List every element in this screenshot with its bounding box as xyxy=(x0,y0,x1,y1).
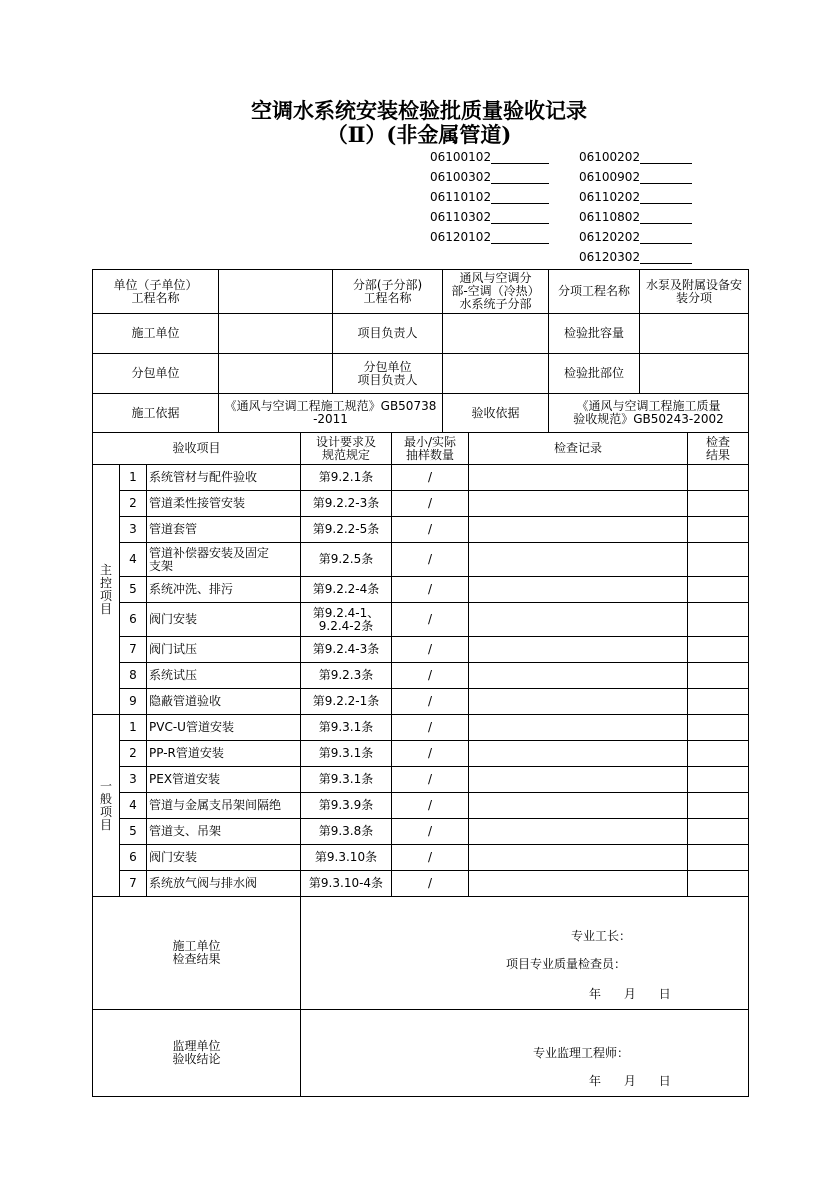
row-number: 3 xyxy=(120,517,147,543)
main-control-row xyxy=(93,517,749,543)
code-blank[interactable] xyxy=(491,170,549,184)
quality-inspector-label: 项目专业质量检查员： xyxy=(506,957,627,971)
general-row xyxy=(93,741,749,767)
code-right-3: 06110202 xyxy=(579,190,692,204)
col-header-record: 检查记录 xyxy=(469,433,688,465)
row-spec: 第9.2.1条 xyxy=(301,465,392,491)
col-header-result: 检查 结果 xyxy=(688,433,749,465)
row-number: 5 xyxy=(120,819,147,845)
code-left-1: 06100102 xyxy=(430,150,549,164)
row-result[interactable] xyxy=(688,715,749,741)
sub-pm-label: 分包单位 项目负责人 xyxy=(333,354,443,394)
row-item: 系统管材与配件验收 xyxy=(147,465,301,491)
row-spec: 第9.2.5条 xyxy=(301,543,392,577)
row-sample: / xyxy=(392,577,469,603)
row-item: 管道支、吊架 xyxy=(147,819,301,845)
row-item: 管道套管 xyxy=(147,517,301,543)
unit-name-label: 单位（子单位） 工程名称 xyxy=(93,270,219,314)
row-spec: 第9.3.1条 xyxy=(301,715,392,741)
row-result[interactable] xyxy=(688,845,749,871)
row-record[interactable] xyxy=(469,603,688,637)
supervisor-date: 年 月 日 xyxy=(589,1074,671,1088)
general-label: 一 般 项 目 xyxy=(93,715,120,897)
row-record[interactable] xyxy=(469,491,688,517)
row-record[interactable] xyxy=(469,715,688,741)
row-spec: 第9.2.2-5条 xyxy=(301,517,392,543)
supervisor-result-signature[interactable] xyxy=(301,1010,749,1097)
unit-name-value[interactable] xyxy=(219,270,333,314)
row-sample: / xyxy=(392,767,469,793)
row-sample: / xyxy=(392,793,469,819)
row-number: 2 xyxy=(120,491,147,517)
row-spec: 第9.3.8条 xyxy=(301,819,392,845)
row-result[interactable] xyxy=(688,663,749,689)
construction-basis-value: 《通风与空调工程施工规范》GB50738 -2011 xyxy=(219,394,443,433)
code-blank[interactable] xyxy=(640,150,692,164)
row-sample: / xyxy=(392,603,469,637)
code-right-5: 06120202 xyxy=(579,230,692,244)
project-manager-value[interactable] xyxy=(443,314,549,354)
code-blank[interactable] xyxy=(640,170,692,184)
row-sample: / xyxy=(392,543,469,577)
code-left-4: 06110302 xyxy=(430,210,549,224)
row-spec: 第9.3.10条 xyxy=(301,845,392,871)
main-control-row xyxy=(93,491,749,517)
row-number: 1 xyxy=(120,715,147,741)
code-left-2: 06100302 xyxy=(430,170,549,184)
code-blank[interactable] xyxy=(640,230,692,244)
row-sample: / xyxy=(392,689,469,715)
row-record[interactable] xyxy=(469,637,688,663)
constructor-date: 年 月 日 xyxy=(589,987,671,1001)
division-name-label: 分部(子分部) 工程名称 xyxy=(333,270,443,314)
document-title: 空调水系统安装检验批质量验收记录 xyxy=(251,98,587,123)
code-right-6: 06120302 xyxy=(579,250,692,264)
row-number: 9 xyxy=(120,689,147,715)
row-sample: / xyxy=(392,637,469,663)
row-record[interactable] xyxy=(469,517,688,543)
row-item: 阀门安装 xyxy=(147,603,301,637)
row-sample: / xyxy=(392,517,469,543)
row-item: PEX管道安装 xyxy=(147,767,301,793)
code-blank[interactable] xyxy=(491,210,549,224)
code-blank[interactable] xyxy=(640,250,692,264)
row-result[interactable] xyxy=(688,577,749,603)
row-record[interactable] xyxy=(469,819,688,845)
row-spec: 第9.2.3条 xyxy=(301,663,392,689)
main-control-row xyxy=(93,465,749,491)
row-number: 1 xyxy=(120,465,147,491)
row-item: 系统放气阀与排水阀 xyxy=(147,871,301,897)
code-right-2: 06100902 xyxy=(579,170,692,184)
row-item: 系统冲洗、排污 xyxy=(147,577,301,603)
row-item: 阀门试压 xyxy=(147,637,301,663)
row-spec: 第9.2.4-1、 9.2.4-2条 xyxy=(301,603,392,637)
acceptance-basis-value: 《通风与空调工程施工质量 验收规范》GB50243-2002 xyxy=(549,394,749,433)
row-spec: 第9.3.9条 xyxy=(301,793,392,819)
batch-capacity-value[interactable] xyxy=(640,314,749,354)
code-left-5: 06120102 xyxy=(430,230,549,244)
code-blank[interactable] xyxy=(640,190,692,204)
row-sample: / xyxy=(392,491,469,517)
row-spec: 第9.3.10-4条 xyxy=(301,871,392,897)
row-result[interactable] xyxy=(688,689,749,715)
row-item: 管道柔性接管安装 xyxy=(147,491,301,517)
row-number: 3 xyxy=(120,767,147,793)
row-result[interactable] xyxy=(688,637,749,663)
row-sample: / xyxy=(392,715,469,741)
row-result[interactable] xyxy=(688,741,749,767)
row-sample: / xyxy=(392,465,469,491)
header-table xyxy=(92,269,749,433)
row-record[interactable] xyxy=(469,577,688,603)
constructor-label: 施工单位 xyxy=(93,314,219,354)
main-control-row xyxy=(93,603,749,637)
col-header-item: 验收项目 xyxy=(93,433,301,465)
row-item: 隐蔽管道验收 xyxy=(147,689,301,715)
row-record[interactable] xyxy=(469,663,688,689)
acceptance-basis-label: 验收依据 xyxy=(443,394,549,433)
row-number: 6 xyxy=(120,603,147,637)
foreman-label: 专业工长： xyxy=(571,929,632,943)
col-header-sample: 最小/实际 抽样数量 xyxy=(392,433,469,465)
main-control-label: 主 控 项 目 xyxy=(93,465,120,715)
code-left-3: 06110102 xyxy=(430,190,549,204)
document-subtitle: （Ⅱ）(非金属管道) xyxy=(326,122,512,147)
row-record[interactable] xyxy=(469,767,688,793)
general-row xyxy=(93,793,749,819)
code-blank[interactable] xyxy=(491,230,549,244)
supervision-engineer-label: 专业监理工程师： xyxy=(533,1046,630,1060)
row-record[interactable] xyxy=(469,689,688,715)
row-number: 4 xyxy=(120,793,147,819)
constructor-result-signature[interactable] xyxy=(301,897,749,1010)
main-control-row xyxy=(93,637,749,663)
project-manager-label: 项目负责人 xyxy=(333,314,443,354)
general-row xyxy=(93,845,749,871)
general-row xyxy=(93,715,749,741)
sub-pm-value[interactable] xyxy=(443,354,549,394)
general-row xyxy=(93,871,749,897)
row-number: 8 xyxy=(120,663,147,689)
row-sample: / xyxy=(392,871,469,897)
general-row xyxy=(93,767,749,793)
code-blank[interactable] xyxy=(640,210,692,224)
row-item: 管道与金属支吊架间隔绝 xyxy=(147,793,301,819)
row-item: 系统试压 xyxy=(147,663,301,689)
batch-location-label: 检验批部位 xyxy=(549,354,640,394)
row-number: 6 xyxy=(120,845,147,871)
row-spec: 第9.2.2-3条 xyxy=(301,491,392,517)
row-item: 管道补偿器安装及固定 支架 xyxy=(147,543,301,577)
row-item: PVC-U管道安装 xyxy=(147,715,301,741)
row-record[interactable] xyxy=(469,793,688,819)
row-result[interactable] xyxy=(688,465,749,491)
row-result[interactable] xyxy=(688,517,749,543)
row-record[interactable] xyxy=(469,543,688,577)
general-row xyxy=(93,819,749,845)
row-number: 5 xyxy=(120,577,147,603)
row-result[interactable] xyxy=(688,603,749,637)
code-blank[interactable] xyxy=(491,190,549,204)
row-record[interactable] xyxy=(469,871,688,897)
constructor-result-label: 施工单位 检查结果 xyxy=(93,897,301,1010)
code-right-4: 06110802 xyxy=(579,210,692,224)
main-control-row xyxy=(93,543,749,577)
row-record[interactable] xyxy=(469,741,688,767)
batch-capacity-label: 检验批容量 xyxy=(549,314,640,354)
division-name-value[interactable]: 通风与空调分 部-空调（冷热） 水系统子分部 xyxy=(443,270,549,314)
subcontractor-label: 分包单位 xyxy=(93,354,219,394)
col-header-spec: 设计要求及 规范规定 xyxy=(301,433,392,465)
main-control-row xyxy=(93,689,749,715)
main-control-row xyxy=(93,577,749,603)
code-blank[interactable] xyxy=(491,150,549,164)
row-sample: / xyxy=(392,819,469,845)
row-result[interactable] xyxy=(688,767,749,793)
row-number: 4 xyxy=(120,543,147,577)
row-spec: 第9.3.1条 xyxy=(301,767,392,793)
subitem-name-label: 分项工程名称 xyxy=(549,270,640,314)
row-result[interactable] xyxy=(688,491,749,517)
row-sample: / xyxy=(392,845,469,871)
inspection-table xyxy=(92,432,749,1097)
supervisor-result-label: 监理单位 验收结论 xyxy=(93,1010,301,1097)
row-spec: 第9.3.1条 xyxy=(301,741,392,767)
row-spec: 第9.2.2-1条 xyxy=(301,689,392,715)
main-control-row xyxy=(93,663,749,689)
subitem-name-value[interactable]: 水泵及附属设备安 装分项 xyxy=(640,270,749,314)
row-sample: / xyxy=(392,663,469,689)
code-right-1: 06100202 xyxy=(579,150,692,164)
row-spec: 第9.2.4-3条 xyxy=(301,637,392,663)
row-spec: 第9.2.2-4条 xyxy=(301,577,392,603)
row-record[interactable] xyxy=(469,465,688,491)
row-record[interactable] xyxy=(469,845,688,871)
row-result[interactable] xyxy=(688,793,749,819)
row-number: 7 xyxy=(120,637,147,663)
row-sample: / xyxy=(392,741,469,767)
row-item: PP-R管道安装 xyxy=(147,741,301,767)
constructor-value[interactable] xyxy=(219,314,333,354)
row-result[interactable] xyxy=(688,819,749,845)
row-result[interactable] xyxy=(688,543,749,577)
row-item: 阀门安装 xyxy=(147,845,301,871)
subcontractor-value[interactable] xyxy=(219,354,333,394)
construction-basis-label: 施工依据 xyxy=(93,394,219,433)
row-number: 7 xyxy=(120,871,147,897)
row-number: 2 xyxy=(120,741,147,767)
batch-location-value[interactable] xyxy=(640,354,749,394)
row-result[interactable] xyxy=(688,871,749,897)
